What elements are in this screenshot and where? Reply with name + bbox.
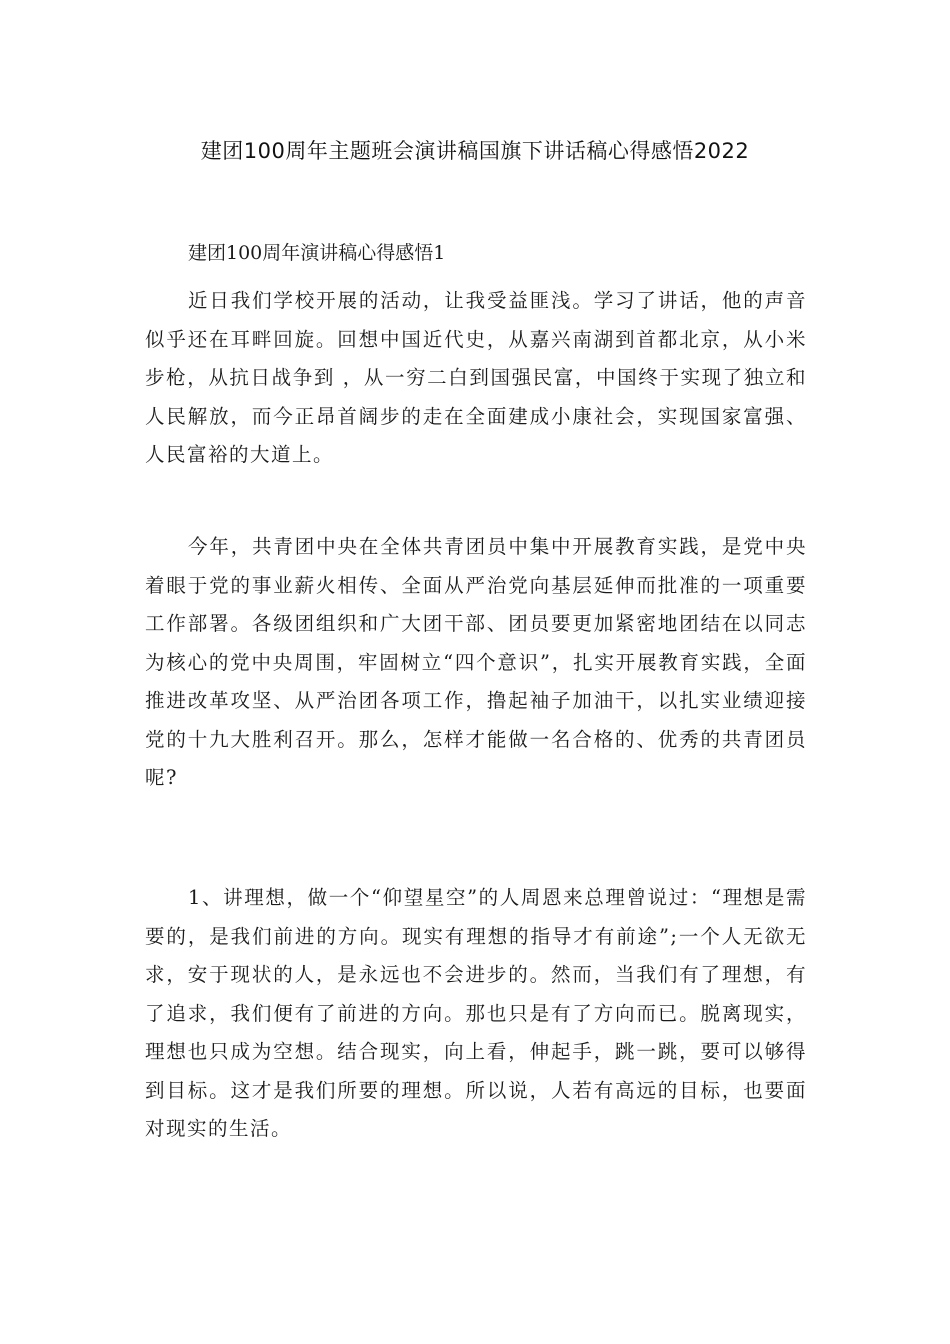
body-paragraph: 近日我们学校开展的活动，让我受益匪浅。学习了讲话，他的声音似乎还在耳畔回旋。回想中国近代史，从嘉兴南湖到首都北京，从小米步枪，从抗日战争到 ，从一穷二白到国强民富，中国终于实现了独立和人民解放，而今正昂首阔步的走在全面建成小康社会，实现国家富强、人民富裕的大道上。	[145, 289, 807, 466]
document-title: 建团100周年主题班会演讲稿国旗下讲话稿心得感悟2022	[200, 139, 750, 163]
body-paragraph: 1、讲理想，做一个“仰望星空”的人周恩来总理曾说过：“理想是需要的，是我们前进的方向。现实有理想的指导才有前途”;一个人无欲无求，安于现状的人，是永远也不会进步的。然而，当我们有了理想，有了追求，我们便有了前进的方向。那也只是有了方向而已。脱离现实，理想也只成为空想。结合现实，向上看，伸起手，跳一跳，要可以够得到目标。这才是我们所要的理想。所以说，人若有高远的目标，也要面对现实的生活。	[145, 886, 807, 1140]
body-paragraph: 今年，共青团中央在全体共青团员中集中开展教育实践，是党中央着眼于党的事业薪火相传、全面从严治党向基层延伸而批准的一项重要工作部署。各级团组织和广大团干部、团员要更加紧密地团结在以同志为核心的党中央周围，牢固树立“四个意识”，扎实开展教育实践，全面推进改革攻坚、从严治团各项工作，撸起袖子加油干，以扎实业绩迎接党的十九大胜利召开。那么，怎样才能做一名合格的、优秀的共青团员呢?	[145, 535, 807, 789]
section-subheading: 建团100周年演讲稿心得感悟1	[188, 242, 446, 264]
